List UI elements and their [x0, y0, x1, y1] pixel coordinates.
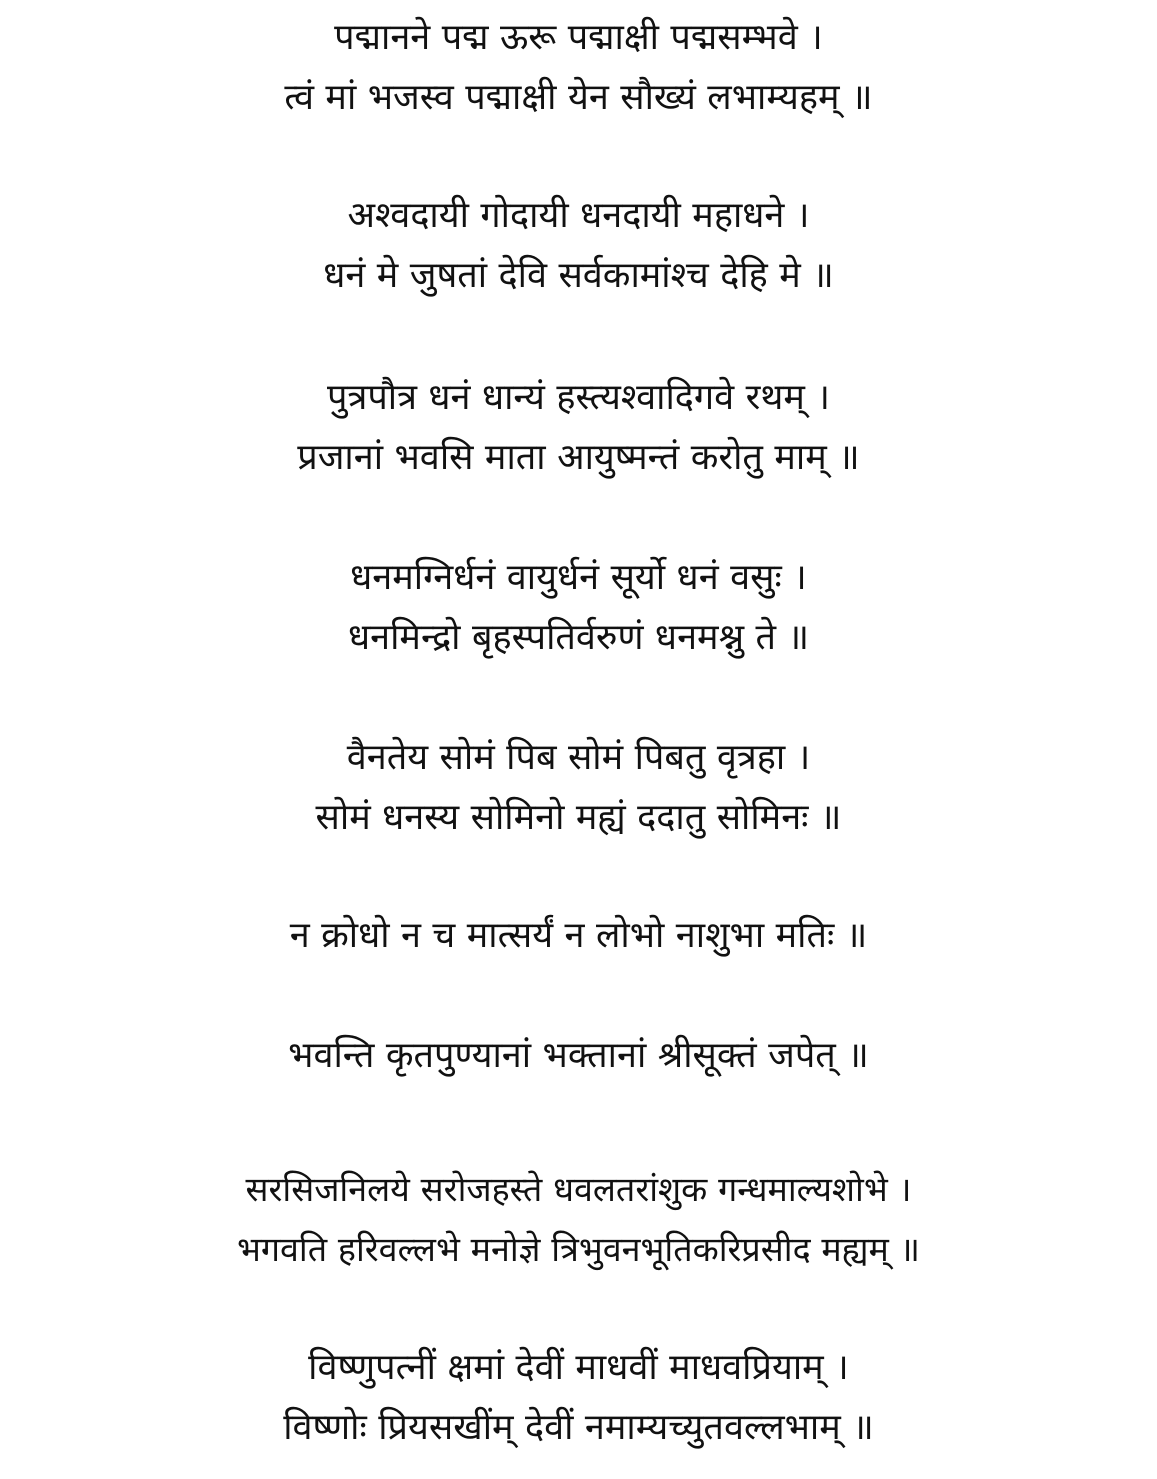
verse-line: धनमिन्द्रो बृहस्पतिर्वरुणं धनमश्नु ते ॥: [347, 617, 810, 658]
verse-line: धनं मे जुषतां देवि सर्वकामांश्च देहि मे ॥: [323, 255, 834, 296]
verse-line: पुत्रपौत्र धनं धान्यं हस्त्यश्वादिगवे रथम् ।: [327, 377, 830, 418]
verse-2: [0, 186, 1157, 306]
verse-5: [0, 728, 1157, 848]
verse-9: [0, 1338, 1157, 1458]
verse-line: त्वं मां भजस्व पद्माक्षी येन सौख्यं लभाम्यहम् ॥: [284, 77, 873, 118]
verse-8: [0, 1160, 1157, 1280]
verse-line: अश्वदायी गोदायी धनदायी महाधने ।: [347, 195, 810, 236]
verse-line: पद्मानने पद्म ऊरू पद्माक्षी पद्मसम्भवे ।: [334, 17, 823, 58]
verse-3: [0, 368, 1157, 488]
verse-1: [0, 8, 1157, 128]
verse-line: वैनतेय सोमं पिब सोमं पिबतु वृत्रहा ।: [346, 737, 811, 778]
verse-line: विष्णुपत्नीं क्षमां देवीं माधवीं माधवप्रियाम् ।: [308, 1347, 849, 1388]
verse-7: [0, 1026, 1157, 1086]
verse-line: सरसिजनिलये सरोजहस्ते धवलतरांशुक गन्धमाल्यशोभे ।: [245, 1170, 912, 1210]
verse-line: भगवति हरिवल्लभे मनोज्ञे त्रिभुवनभूतिकरिप्रसीद मह्यम् ॥: [236, 1230, 921, 1270]
verse-line: विष्णोः प्रियसखींम् देवीं नमाम्यच्युतवल्लभाम् ॥: [283, 1407, 874, 1448]
verse-line: धनमग्निर्धनं वायुर्धनं सूर्यो धनं वसुः ।: [350, 557, 807, 598]
verse-4: [0, 548, 1157, 668]
verse-6: [0, 906, 1157, 966]
verse-line: प्रजानां भवसि माता आयुष्मन्तं करोतु माम् ॥: [297, 437, 860, 478]
verse-line: न क्रोधो न च मात्सर्यं न लोभो नाशुभा मतिः ॥: [289, 915, 868, 956]
verse-line: भवन्ति कृतपुण्यानां भक्तानां श्रीसूक्तं जपेत् ॥: [288, 1035, 869, 1076]
verse-line: सोमं धनस्य सोमिनो मह्यं ददातु सोमिनः ॥: [315, 797, 842, 838]
